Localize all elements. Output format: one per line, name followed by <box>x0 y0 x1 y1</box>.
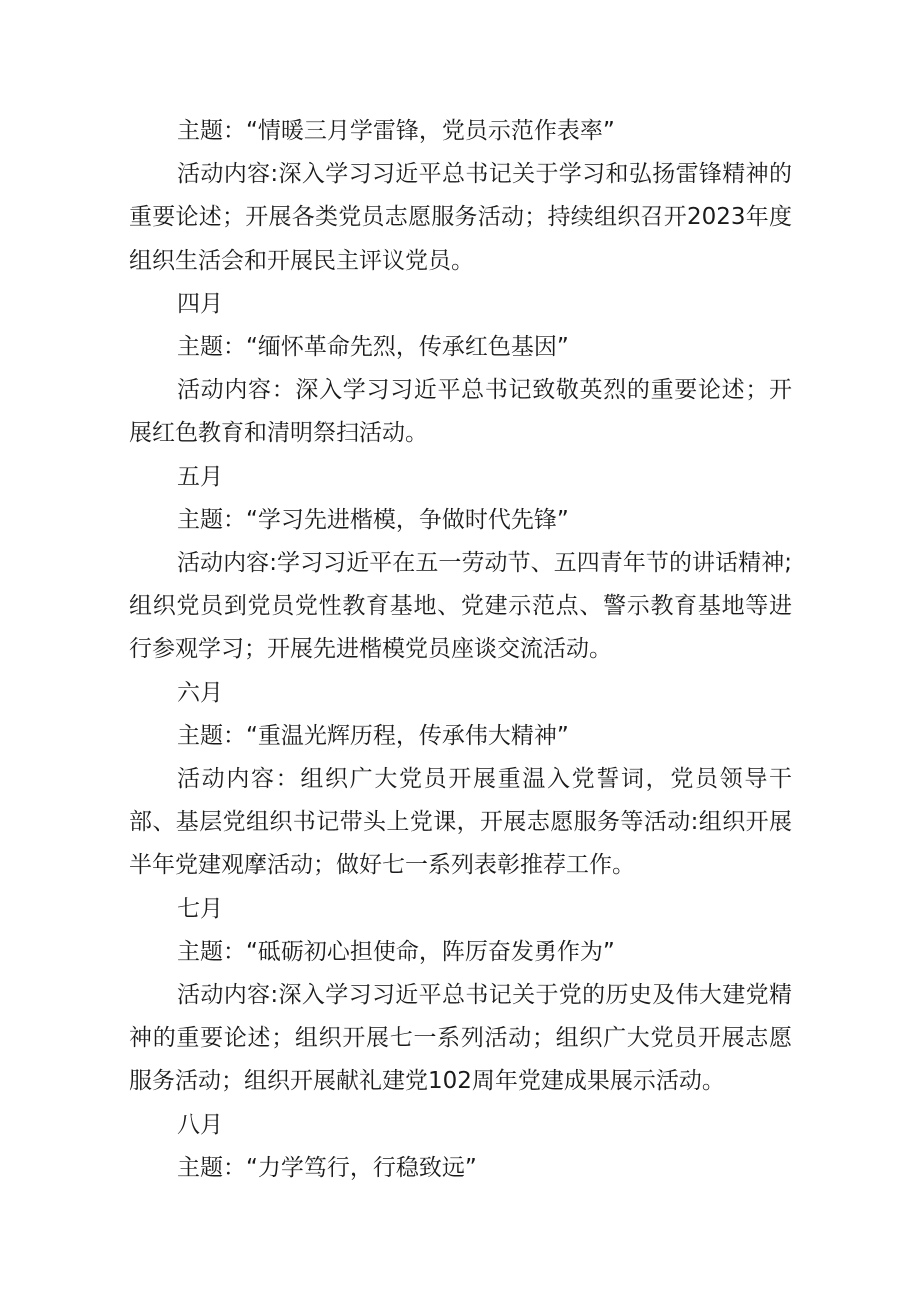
june-theme: 主题：“重温光辉历程，传承伟大精神” <box>177 722 569 749</box>
august-theme: 主题：“力学笃行，行稳致远” <box>177 1154 477 1181</box>
march-content: 活动内容:深入学习习近平总书记关于学习和弘扬雷锋精神的重要论述；开展各类党员志愿服务活动；持续组织召开2023年度组织生活会和开展民主评议党员。 <box>129 161 792 274</box>
april-content: 活动内容：深入学习习近平总书记致敬英烈的重要论述；开展红色教育和清明祭扫活动。 <box>129 377 792 447</box>
july-theme: 主题：“砥砺初心担使命，阵厉奋发勇作为” <box>177 938 615 965</box>
august-heading: 八月 <box>177 1111 223 1138</box>
july-heading: 七月 <box>177 895 223 922</box>
june-heading: 六月 <box>177 679 223 706</box>
july-content: 活动内容:深入学习习近平总书记关于党的历史及伟大建党精神的重要论述；组织开展七一系列活动；组织广大党员开展志愿服务活动；组织开展献礼建党102周年党建成果展示活动。 <box>129 982 792 1095</box>
march-theme: 主题：“情暖三月学雷锋，党员示范作表率” <box>177 118 615 144</box>
april-heading: 四月 <box>177 290 223 317</box>
may-content: 活动内容:学习习近平在五一劳动节、五四青年节的讲话精神;组织党员到党员党性教育基地、党建示范点、警示教育基地等进行参观学习；开展先进楷模党员座谈交流活动。 <box>129 550 792 663</box>
may-theme: 主题：“学习先进楷模，争做时代先锋” <box>177 506 569 533</box>
june-content: 活动内容：组织广大党员开展重温入党誓词，党员领导干部、基层党组织书记带头上党课，开展志愿服务等活动:组织开展半年党建观摩活动；做好七一系列表彰推荐工作。 <box>129 766 792 879</box>
may-heading: 五月 <box>177 463 223 490</box>
april-theme: 主题：“缅怀革命先烈，传承红色基因” <box>177 334 569 361</box>
